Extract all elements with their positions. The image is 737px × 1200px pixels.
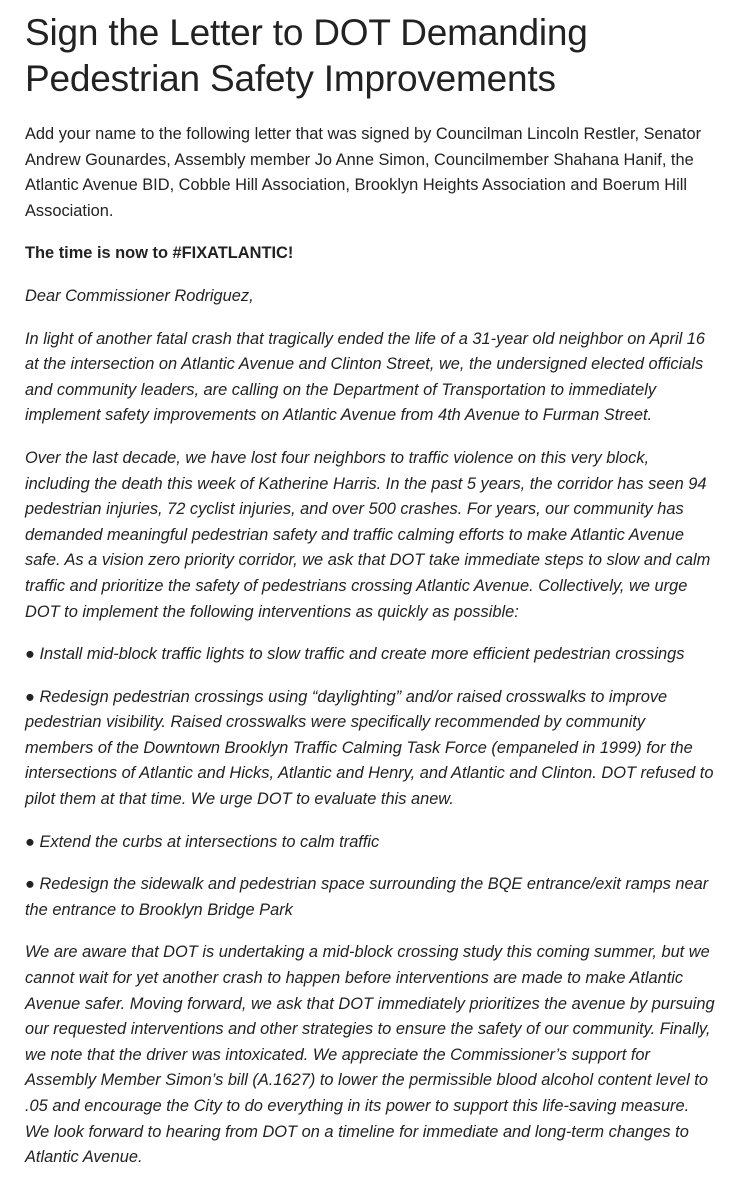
bullet-item-mid-block-lights: ● Install mid-block traffic lights to slow traffic and create more efficient pedestrian crossings bbox=[25, 645, 685, 664]
letter-paragraph-2: Over the last decade, we have lost four neighbors to traffic violence on this very block, including the death this week of Katherine Harris. In the past 5 years, the corridor has seen 94 pedestrian injuries, 72 cyclist injuries, and over 500 crashes. For years, our community has demanded meaningful pedestrian safety and traffic calming efforts to make Atlantic Avenue safe. As a vision zero priority corridor, we ask that DOT take immediate steps to slow and calm traffic and prioritize the safety of pedestrians crossing Atlantic Avenue. Collectively, we urge DOT to implement the following interventions as quickly as possible: bbox=[25, 448, 711, 621]
page-title: Sign the Letter to DOT Demanding Pedestrian Safety Improvements bbox=[25, 12, 588, 99]
letter-paragraph-1: In light of another fatal crash that tragically ended the life of a 31-year old neighbor on April 16 at the intersection on Atlantic Avenue and Clinton Street, we, the undersigned elected officials and community leaders, are calling on the Department of Transportation to immediately implement safety improvements on Atlantic Avenue from 4th Avenue to Furman Street. bbox=[25, 329, 706, 425]
call-to-action: The time is now to #FIXATLANTIC! bbox=[25, 244, 294, 263]
bullet-item-bqe-ramps: ● Redesign the sidewalk and pedestrian space surrounding the BQE entrance/exit ramps near the entrance to Brooklyn Bridge Park bbox=[25, 875, 709, 919]
letter-salutation: Dear Commissioner Rodriguez, bbox=[25, 286, 254, 305]
intro-paragraph: Add your name to the following letter that was signed by Councilman Lincoln Restler, Senator Andrew Gounardes, Assembly member Jo Anne Simon, Councilmember Shahana Hanif, the Atlantic Avenue BID, Cobble Hill Association, Brooklyn Heights Association and Boerum Hill Association. bbox=[25, 125, 702, 220]
letter-body bbox=[25, 284, 717, 1171]
bullet-item-extend-curbs: ● Extend the curbs at intersections to calm traffic bbox=[25, 832, 380, 851]
bullet-item-redesign-crossings: ● Redesign pedestrian crossings using “daylighting” and/or raised crosswalks to improve pedestrian visibility. Raised crosswalks were specifically recommended by community members of the Downtown Brooklyn Traffic Calming Task Force (empaneled in 1999) for the intersections of Atlantic and Hicks, Atlantic and Henry, and Atlantic and Clinton. DOT refused to pilot them at that time. We urge DOT to evaluate this anew. bbox=[25, 687, 714, 809]
letter-paragraph-3: We are aware that DOT is undertaking a mid-block crossing study this coming summer, but we cannot wait for yet another crash to happen before interventions are made to make Atlantic Avenue safer. Moving forward, we ask that DOT immediately prioritizes the avenue by pursuing our requested interventions and other strategies to ensure the safety of our community. Finally, we note that the driver was intoxicated. We appreciate the Commissioner’s support for Assembly Member Simon’s bill (A.1627) to lower the permissible blood alcohol content level to .05 and encourage the City to do everything in its power to support this life-saving measure. We look forward to hearing from DOT on a timeline for immediate and long-term changes to Atlantic Avenue. bbox=[25, 943, 715, 1167]
